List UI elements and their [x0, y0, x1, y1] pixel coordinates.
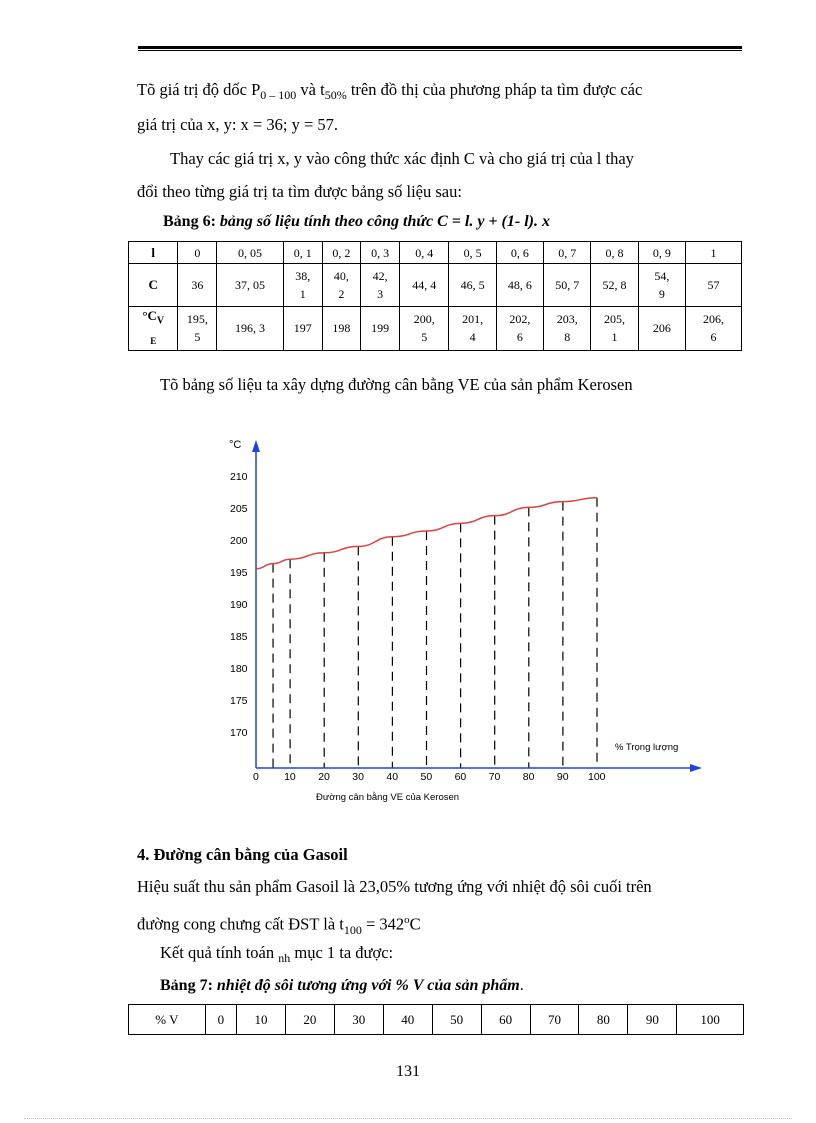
- section-4-line-1: Hiệu suất thu sản phẩm Gasoil là 23,05% tương ứng với nhiệt độ sôi cuối trên: [137, 877, 652, 896]
- subscript: 0 – 100: [260, 88, 297, 102]
- subscript: 100: [343, 922, 362, 937]
- x-tick-label: 90: [556, 771, 569, 783]
- table-6-row-header: l: [129, 242, 178, 264]
- table-6-cell: 0, 05: [217, 242, 284, 264]
- table-6-cell: 52, 8: [591, 264, 638, 307]
- table-6-cell: 0, 2: [322, 242, 361, 264]
- table-7-caption: [160, 977, 524, 995]
- table-7-cell: 20: [285, 1005, 334, 1035]
- table-6-cell: 0: [178, 242, 217, 264]
- table-6-cell: 37, 05: [217, 264, 284, 307]
- x-tick-label: 20: [318, 771, 330, 783]
- table-7-cell: 100: [677, 1005, 744, 1035]
- table-6-cell: 46, 5: [449, 264, 496, 307]
- table-6-cell: 203, 8: [544, 307, 591, 351]
- header-rule-thick: [138, 46, 742, 49]
- table-6-cell: 50, 7: [544, 264, 591, 307]
- text: = 342: [361, 914, 405, 934]
- caption-end: .: [519, 977, 524, 994]
- table-6-cell: 206: [638, 307, 685, 351]
- y-tick-label: 195: [230, 567, 248, 579]
- x-tick-label: 80: [522, 771, 535, 783]
- table-7-cell: 30: [334, 1005, 383, 1035]
- text: trên đồ thị của phương pháp ta tìm được các: [346, 80, 643, 99]
- table-6-cell: 48, 6: [496, 264, 543, 307]
- table-6-cell: 201, 4: [449, 307, 496, 351]
- section-4-line-2: [137, 910, 421, 936]
- x-tick-label: 50: [420, 771, 433, 783]
- x-tick-label: 30: [352, 771, 364, 783]
- table-6: [128, 241, 742, 351]
- chart-title: Đường cân bằng VE của Kerosen: [316, 792, 460, 803]
- y-tick-label: 205: [230, 503, 248, 515]
- section-4-line-3: [160, 943, 393, 964]
- text: và t: [296, 80, 325, 99]
- table-6-cell: 0, 3: [361, 242, 400, 264]
- degree-sign: o: [404, 914, 410, 926]
- page-number: 131: [396, 1063, 420, 1080]
- table-7-cell: 70: [530, 1005, 579, 1035]
- table-6-cell: 0, 6: [496, 242, 543, 264]
- table-7-cell: 60: [481, 1005, 530, 1035]
- table-6-cell: 1: [685, 242, 741, 264]
- table-6-cell: 202, 6: [496, 307, 543, 351]
- x-tick-label: 60: [454, 771, 467, 783]
- y-axis-label: °C: [229, 439, 242, 451]
- text: Kết quả tính toán: [160, 943, 279, 962]
- x-tick-label: 100: [588, 771, 606, 783]
- table-6-cell: 40, 2: [322, 264, 361, 307]
- y-tick-label: 170: [230, 727, 248, 739]
- paragraph-1-line-2: giá trị của x, y: x = 36; y = 57.: [137, 115, 338, 134]
- table-6-row-header: $^\circ C_V$ E: [129, 307, 178, 351]
- paragraph-1-line-1: [137, 80, 642, 101]
- y-tick-label: 185: [230, 631, 248, 643]
- table-6-cell: 0, 5: [449, 242, 496, 264]
- y-axis-arrow: [252, 440, 260, 452]
- table-6-cell: 57: [685, 264, 741, 307]
- table-6-row-header: C: [129, 264, 178, 307]
- x-tick-label: 70: [488, 771, 501, 783]
- table-6-row: [129, 242, 742, 264]
- y-tick-label: 190: [230, 599, 248, 611]
- table-6-cell: 196, 3: [217, 307, 284, 351]
- table-6-caption: [163, 213, 550, 231]
- table-6-row: [129, 307, 742, 351]
- table-6-cell: 199: [361, 307, 400, 351]
- x-tick-label: 40: [386, 771, 399, 783]
- table-7-label: Bảng 7:: [160, 977, 213, 994]
- y-tick-label: 175: [230, 695, 248, 707]
- table-6-cell: 44, 4: [399, 264, 448, 307]
- text: Tõ giá trị độ dốc P: [137, 80, 261, 99]
- table-7-title: nhiệt độ sôi tương ứng với % V của sản phẩm: [212, 977, 520, 994]
- table-6-cell: 36: [178, 264, 217, 307]
- table-6-title: bảng số liệu tính theo công thức C = l. y + (1- l). x: [215, 213, 550, 230]
- table-6-cell: 198: [322, 307, 361, 351]
- table-6-cell: 200, 5: [399, 307, 448, 351]
- table-6-cell: 0, 8: [591, 242, 638, 264]
- table-7-cell: % V: [129, 1005, 206, 1035]
- table-6-cell: 42, 3: [361, 264, 400, 307]
- subscript: nh: [278, 951, 291, 965]
- table-7-cell: 90: [628, 1005, 677, 1035]
- table-6-cell: 0, 7: [544, 242, 591, 264]
- table-6-cell: 0, 4: [399, 242, 448, 264]
- page-bottom-dotted-line: [24, 1118, 792, 1119]
- kerosen-ve-chart: [0, 420, 816, 840]
- paragraph-3: Tõ bảng số liệu ta xây dựng đường cân bằng VE của sản phẩm Kerosen: [160, 375, 633, 394]
- table-6-label: Bảng 6:: [163, 213, 216, 230]
- text: mục 1 ta được:: [290, 943, 394, 962]
- header-rule-thin: [138, 50, 742, 51]
- y-tick-label: 200: [230, 535, 248, 547]
- table-7-cell: 80: [579, 1005, 628, 1035]
- x-tick-label: 10: [284, 771, 296, 783]
- table-6-cell: 54, 9: [638, 264, 685, 307]
- y-tick-label: 180: [230, 663, 248, 675]
- table-7-cell: 40: [383, 1005, 432, 1035]
- table-6-cell: 197: [283, 307, 322, 351]
- table-6-cell: 205, 1: [591, 307, 638, 351]
- paragraph-2-line-1: Thay các giá trị x, y vào công thức xác định C và cho giá trị của l thay: [170, 149, 634, 168]
- table-6-cell: 206, 6: [685, 307, 741, 351]
- text: đường cong chưng cất ĐST là t: [137, 914, 344, 934]
- table-6-cell: 0, 1: [283, 242, 322, 264]
- x-axis-label: % Trọng lượng: [615, 742, 679, 753]
- table-7-cell: 50: [432, 1005, 481, 1035]
- text: C: [409, 914, 421, 934]
- table-7-row: [129, 1005, 744, 1035]
- table-7-cell: 0: [205, 1005, 236, 1035]
- table-6-cell: 38, 1: [283, 264, 322, 307]
- table-7: [128, 1004, 744, 1035]
- table-6-row: [129, 264, 742, 307]
- table-6-cell: 195, 5: [178, 307, 217, 351]
- table-7-cell: 10: [237, 1005, 286, 1035]
- subscript: 50%: [324, 88, 347, 102]
- table-6-cell: 0, 9: [638, 242, 685, 264]
- section-4-heading: 4. Đường cân bằng của Gasoil: [137, 845, 348, 864]
- x-tick-label: 0: [253, 771, 259, 783]
- x-axis-arrow: [690, 764, 702, 772]
- y-tick-label: 210: [230, 471, 248, 483]
- paragraph-2-line-2: đổi theo từng giá trị ta tìm được bảng số liệu sau:: [137, 182, 462, 201]
